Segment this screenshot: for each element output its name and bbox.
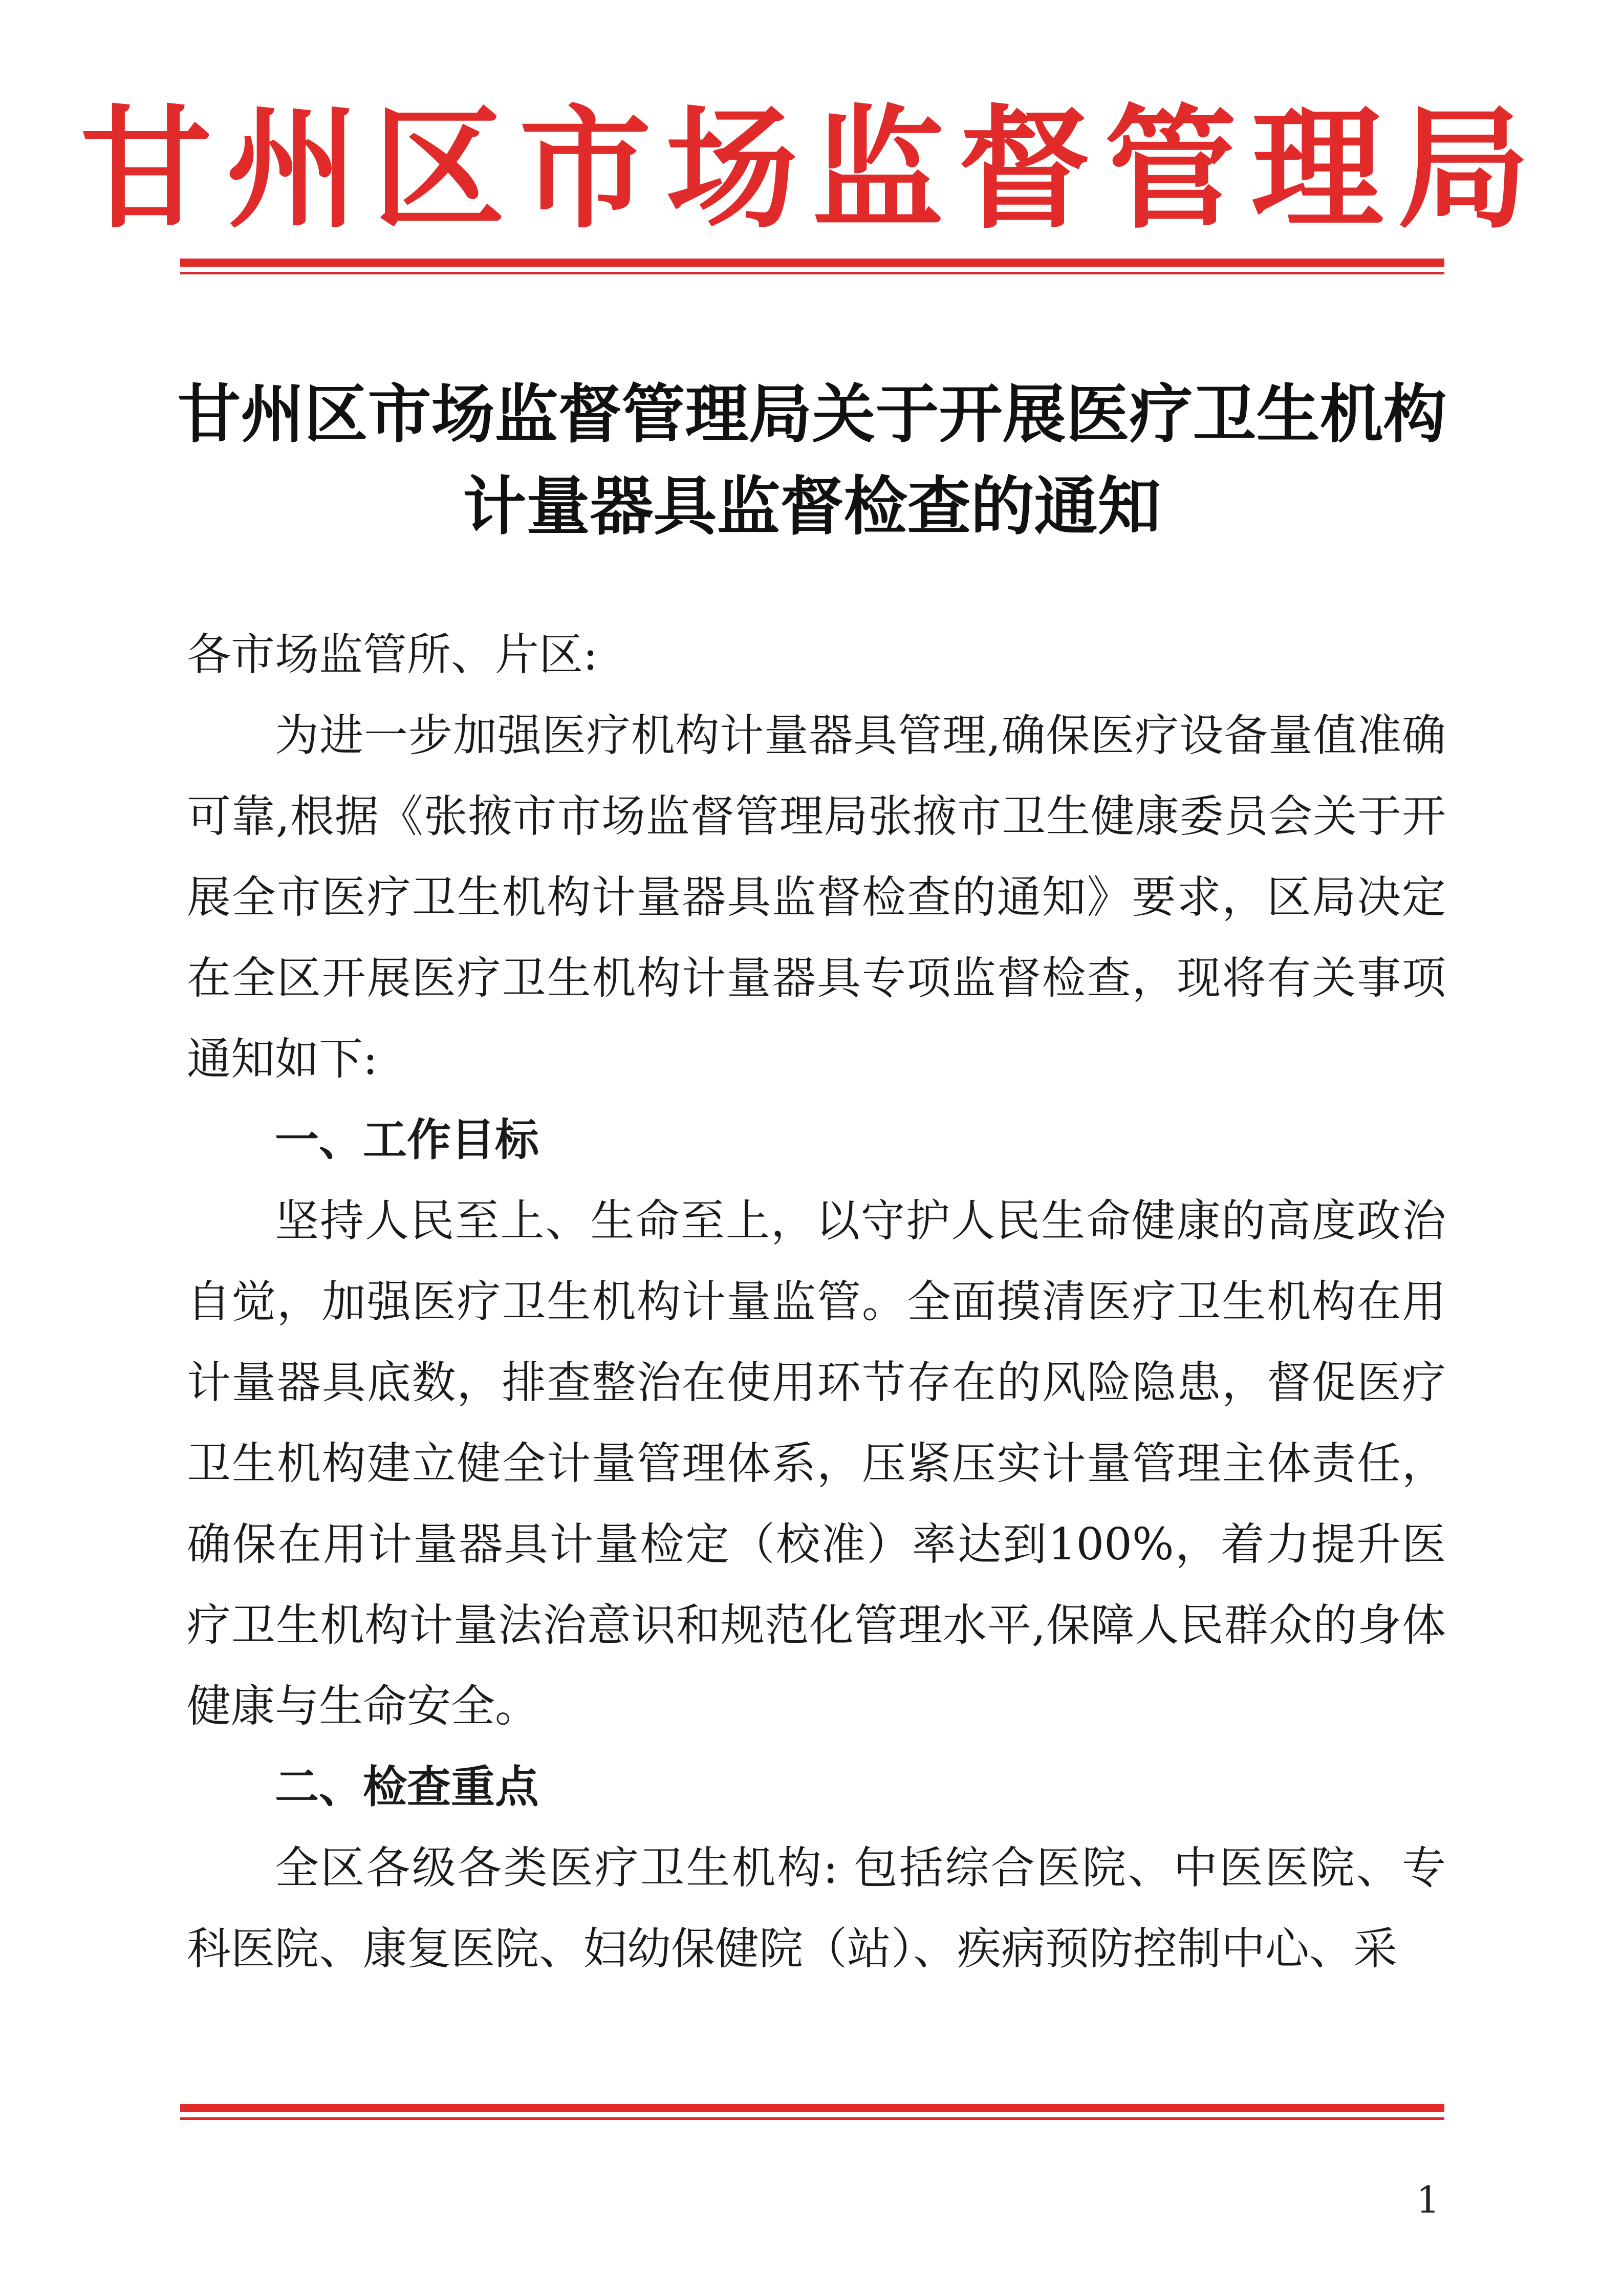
divider-thick-line bbox=[180, 259, 1444, 267]
page-number: 1 bbox=[1416, 2178, 1440, 2221]
footer-divider-thin-line bbox=[180, 2117, 1444, 2120]
salutation: 各市场监管所、片区: bbox=[187, 629, 598, 680]
section-1-heading: 一、工作目标 bbox=[275, 1114, 539, 1166]
document-title-line-2: 计量器具监督检查的通知 bbox=[463, 469, 1161, 544]
intro-paragraph: 为进一步加强医疗机构计量器具管理,确保医疗设备量值准确可靠,根据《张掖市市场监督管理局张掖市卫生健康委员会关于开展全市医疗卫生机构计量器具监督检查的通知》要求，区局决定在全区开展医疗卫生机构计量器具专项监督检查，现将有关事项通知如下: bbox=[187, 710, 1446, 1085]
letterhead-divider bbox=[180, 259, 1444, 275]
section-2-paragraph: 全区各级各类医疗卫生机构: 包括综合医院、中医医院、专科医院、康复医院、妇幼保健院（站）、疾病预防控制中心、采 bbox=[187, 1842, 1446, 1975]
footer-divider-thick-line bbox=[180, 2104, 1444, 2112]
agency-letterhead: 甘州区市场监督管理局 bbox=[80, 91, 1544, 246]
divider-thin-line bbox=[180, 272, 1444, 274]
document-body bbox=[187, 614, 1446, 1989]
document-title bbox=[174, 369, 1450, 553]
section-1-paragraph: 坚持人民至上、生命至上，以守护人民生命健康的高度政治自觉，加强医疗卫生机构计量监管。全面摸清医疗卫生机构在用计量器具底数，排查整治在使用环节存在的风险隐患，督促医疗卫生机构建立健全计量管理体系，压紧压实计量管理主体责任，确保在用计量器具计量检定（校准）率达到100%，着力提升医疗卫生机构计量法治意识和规范化管理水平,保障人民群众的身体健康与生命安全。 bbox=[187, 1195, 1446, 1732]
document-title-line-1: 甘州区市场监督管理局关于开展医疗卫生机构 bbox=[177, 377, 1447, 452]
footer-divider bbox=[180, 2104, 1444, 2120]
section-2-heading: 二、检查重点 bbox=[275, 1762, 539, 1813]
